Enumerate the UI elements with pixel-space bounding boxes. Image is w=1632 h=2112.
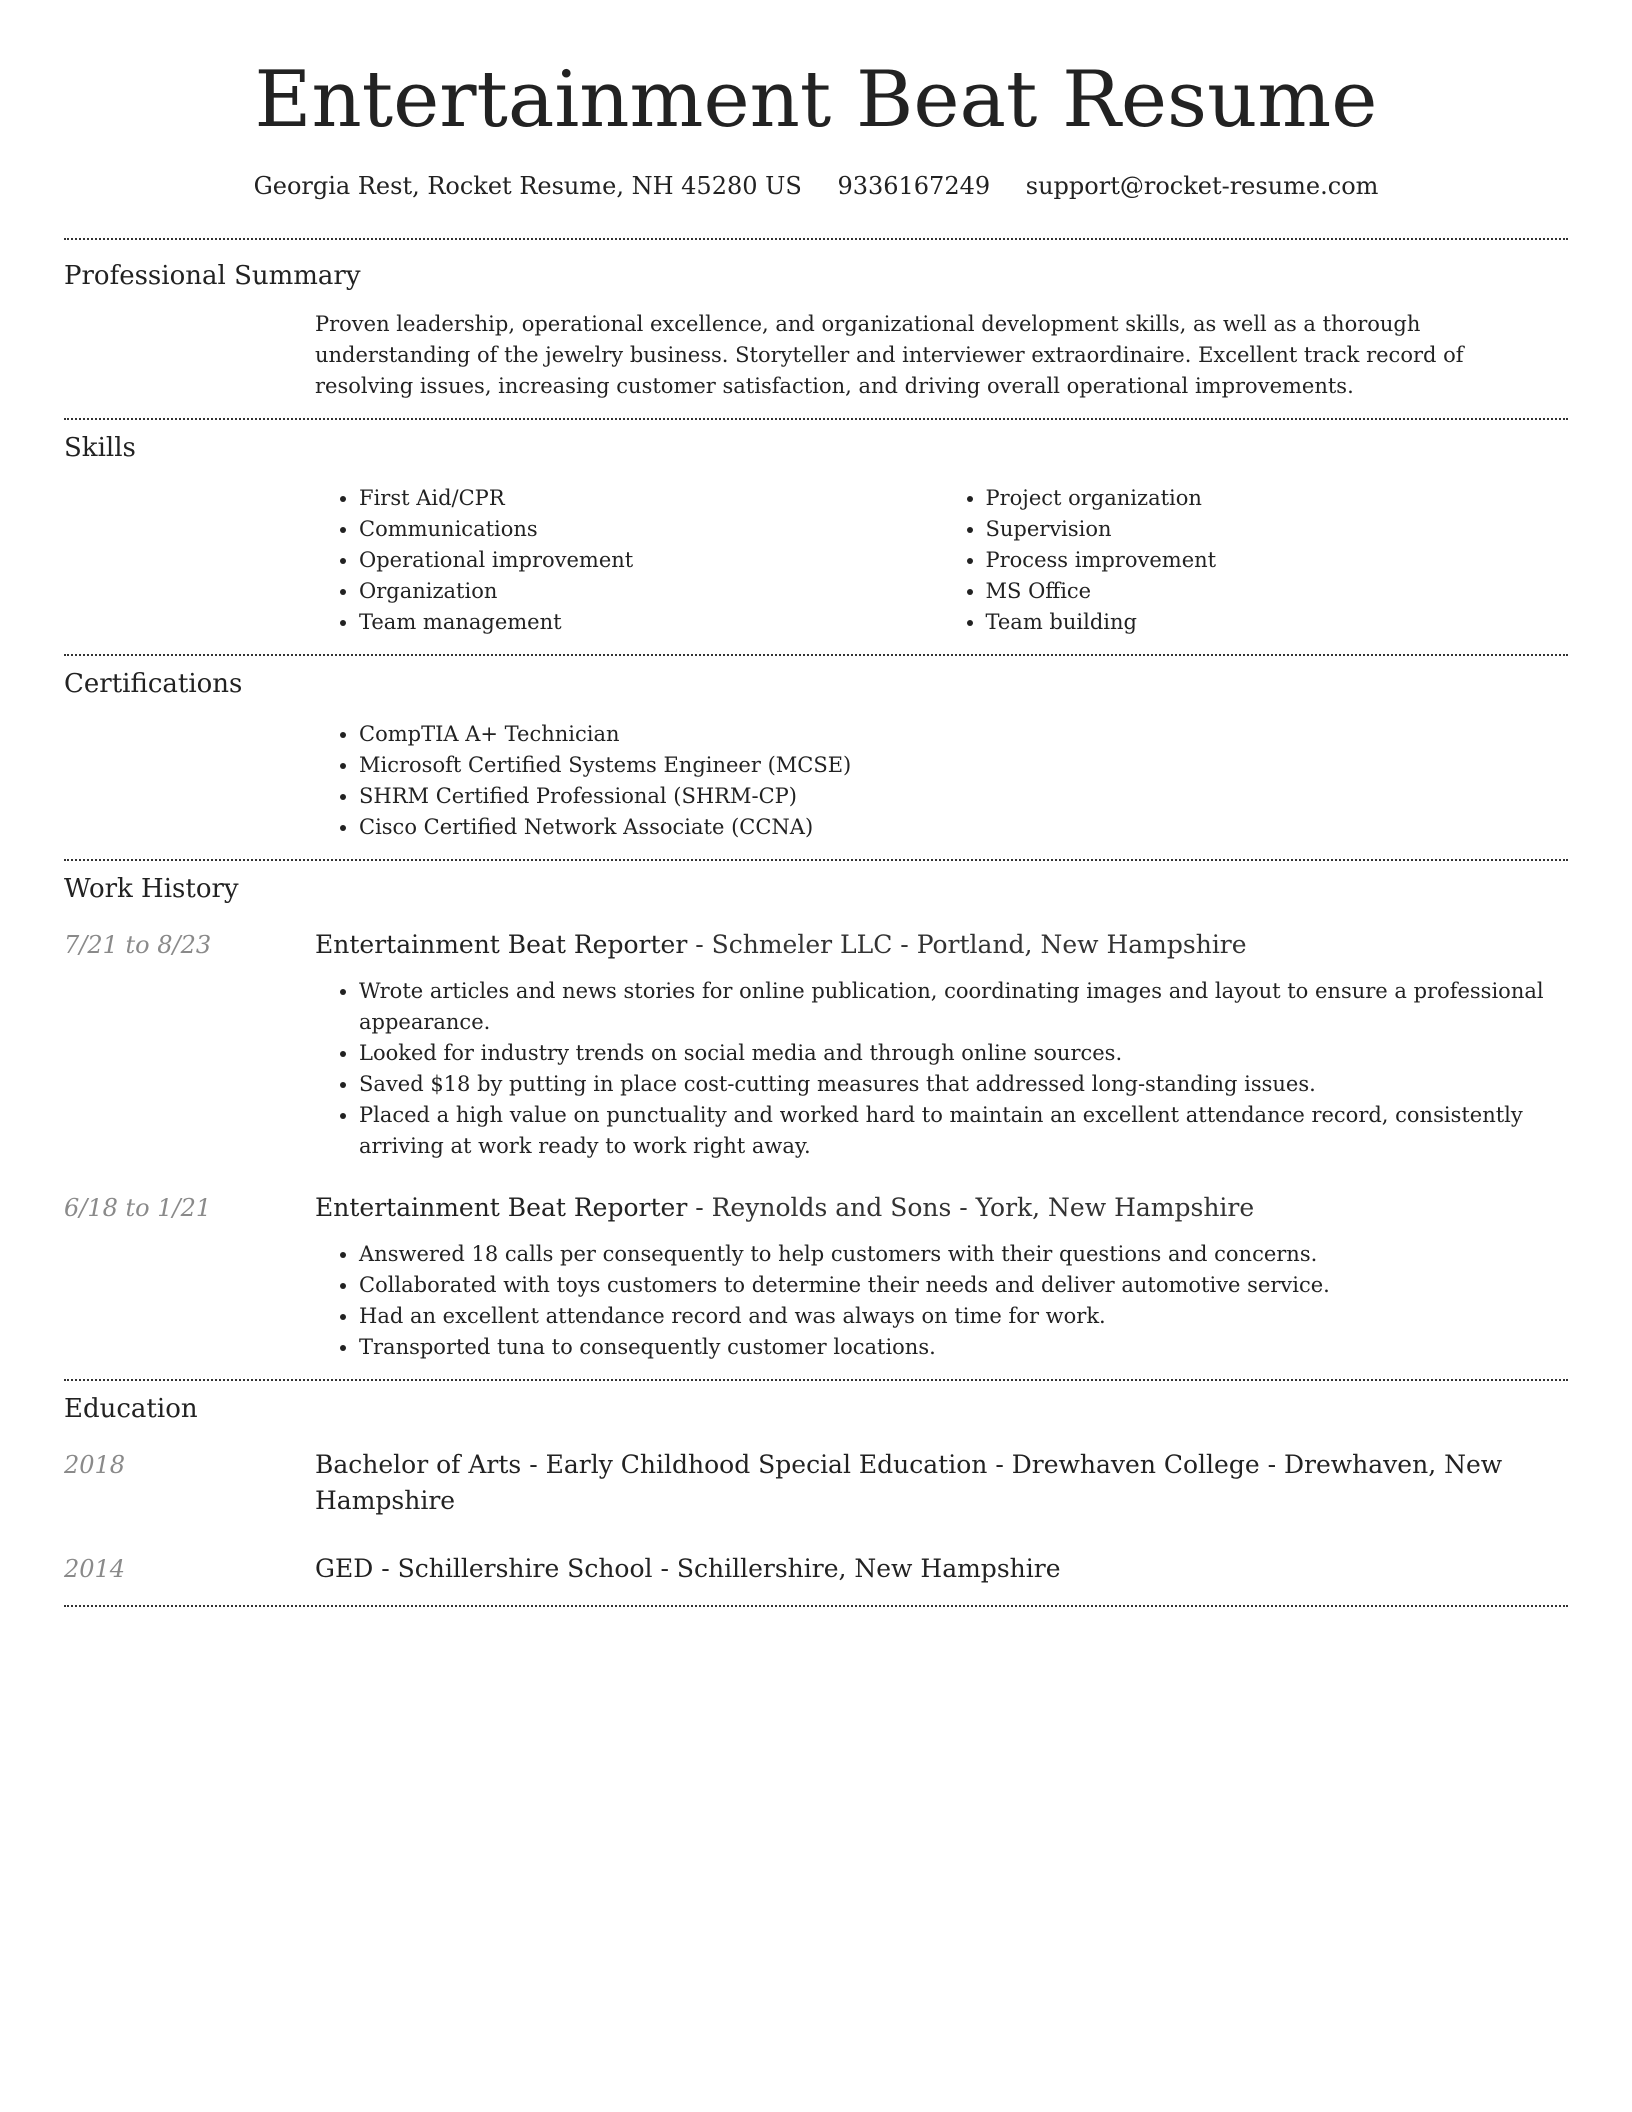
resume-title: Entertainment Beat Resume: [254, 55, 1378, 145]
job-bullet: • Saved $18 by putting in place cost-cutting measures that addressed long-standing issues.: [359, 1069, 1568, 1100]
section-title-education: Education: [64, 1394, 198, 1424]
job-details: - Schmeler LLC - Portland, New Hampshire: [687, 930, 1247, 959]
resume-page: [64, 0, 1568, 1607]
certification-item: • Cisco Certified Network Associate (CCNA): [359, 812, 1568, 843]
summary-section: [64, 258, 1568, 402]
job-entry: [64, 1190, 1568, 1363]
education-degree: GED: [315, 1554, 374, 1583]
education-year: 2014: [64, 1555, 126, 1583]
job-dates: 6/18 to 1/21: [64, 1194, 212, 1222]
divider: [64, 418, 1568, 420]
education-heading: [315, 1447, 1568, 1519]
contact-line: [64, 168, 1568, 204]
education-section: [64, 1391, 1568, 1587]
skill-item: • Process improvement: [986, 545, 1569, 576]
skill-item: • Team management: [359, 607, 942, 638]
education-entry: [64, 1447, 1568, 1519]
job-heading: [315, 927, 1568, 963]
divider: [64, 238, 1568, 240]
skill-item: • Project organization: [986, 483, 1569, 514]
job-role: Entertainment Beat Reporter: [315, 930, 688, 959]
skill-item: • Organization: [359, 576, 942, 607]
skills-column-left: [315, 483, 942, 638]
certification-item: • CompTIA A+ Technician: [359, 719, 1568, 750]
skill-item: • Communications: [359, 514, 942, 545]
job-entry: [64, 927, 1568, 1162]
contact-email: support@rocket-resume.com: [1025, 172, 1379, 200]
job-bullet: • Wrote articles and news stories for online publication, coordinating images and layout to ensure a professional appearance.: [359, 976, 1568, 1038]
skills-list: [315, 483, 1568, 638]
education-degree: Bachelor of Arts - Early Childhood Special Education: [315, 1450, 988, 1479]
job-bullet: • Transported tuna to consequently customer locations.: [359, 1332, 1568, 1363]
job-bullets: [315, 1239, 1568, 1363]
job-bullet: • Placed a high value on punctuality and worked hard to maintain an excellent attendance record, consistently arriving at work ready to work right away.: [359, 1100, 1568, 1162]
divider: [64, 1605, 1568, 1607]
job-bullet: • Had an excellent attendance record and was always on time for work.: [359, 1301, 1568, 1332]
skill-item: • Team building: [986, 607, 1569, 638]
section-title-work-history: Work History: [64, 874, 239, 904]
certifications-list: [315, 719, 1568, 843]
job-details: - Reynolds and Sons - York, New Hampshire: [687, 1193, 1255, 1222]
job-bullet: • Looked for industry trends on social media and through online sources.: [359, 1038, 1568, 1069]
certifications-section: [64, 666, 1568, 843]
skills-section: [64, 430, 1568, 638]
certification-item: • Microsoft Certified Systems Engineer (MCSE): [359, 750, 1568, 781]
education-details: - Drewhaven College - Drewhaven, New Hampshire: [315, 1450, 1503, 1515]
education-entry: [64, 1551, 1568, 1587]
section-title-certifications: Certifications: [64, 669, 243, 699]
skill-item: • Supervision: [986, 514, 1569, 545]
divider: [64, 1379, 1568, 1381]
job-dates: 7/21 to 8/23: [64, 931, 212, 959]
skill-item: • MS Office: [986, 576, 1569, 607]
section-title-summary: Professional Summary: [64, 261, 361, 291]
skills-column-right: [942, 483, 1569, 638]
section-title-skills: Skills: [64, 433, 136, 463]
job-role: Entertainment Beat Reporter: [315, 1193, 688, 1222]
job-bullet: • Answered 18 calls per consequently to help customers with their questions and concerns.: [359, 1239, 1568, 1270]
contact-phone: 9336167249: [837, 172, 991, 200]
skill-item: • First Aid/CPR: [359, 483, 942, 514]
divider: [64, 859, 1568, 861]
contact-address: Georgia Rest, Rocket Resume, NH 45280 US: [253, 172, 802, 200]
job-bullets: [315, 976, 1568, 1162]
education-heading: [315, 1551, 1568, 1587]
education-details: - Schillershire School - Schillershire, New Hampshire: [373, 1554, 1061, 1583]
divider: [64, 654, 1568, 656]
certification-item: • SHRM Certified Professional (SHRM-CP): [359, 781, 1568, 812]
job-heading: [315, 1190, 1568, 1226]
summary-text: Proven leadership, operational excellence, and organizational development skills, as well as a thorough understanding of the jewelry business. Storyteller and interviewer extraordinaire. Excellent track record of resolving issues, increasing customer satisfaction, and driving overall operational improvements.: [315, 312, 1464, 398]
education-year: 2018: [64, 1451, 126, 1479]
skill-item: • Operational improvement: [359, 545, 942, 576]
job-bullet: • Collaborated with toys customers to determine their needs and deliver automotive service.: [359, 1270, 1568, 1301]
work-history-section: [64, 871, 1568, 1363]
